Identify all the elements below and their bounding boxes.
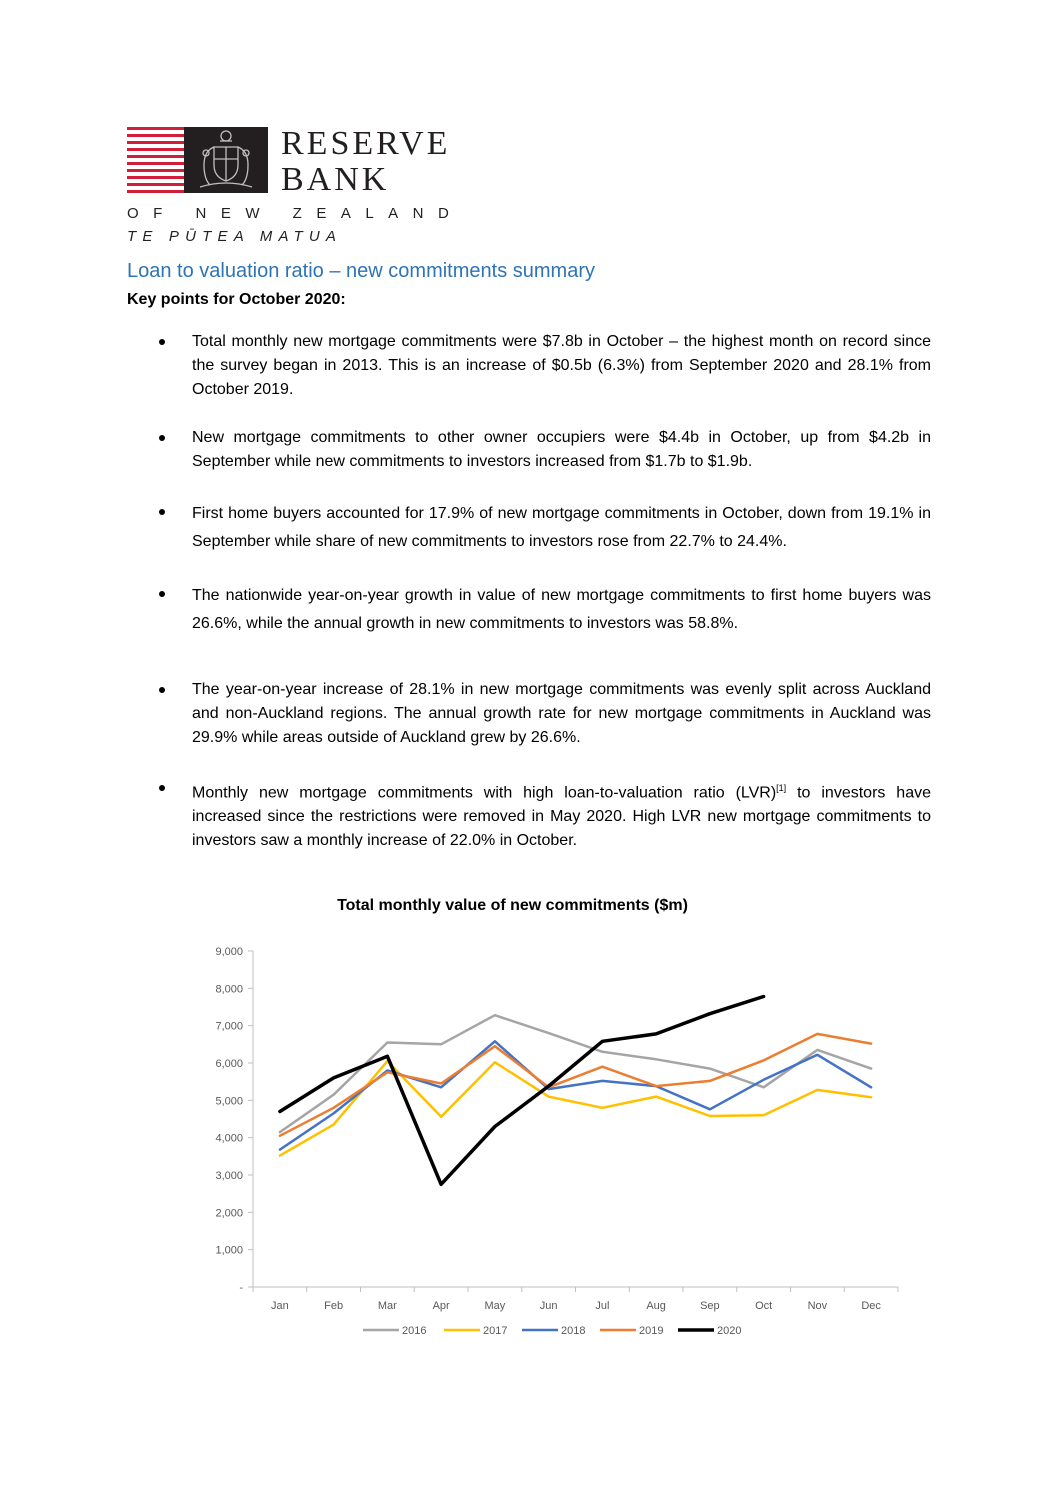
y-tick-label: 8,000: [215, 983, 243, 996]
x-axis: [253, 1287, 898, 1312]
legend-label: 2019: [639, 1325, 664, 1337]
bullet-text-part: Monthly new mortgage commitments with high loan-to-valuation ratio (LVR): [192, 784, 777, 802]
chart-title: Total monthly value of new commitments ($m): [337, 897, 688, 914]
x-tick-label: Feb: [324, 1300, 344, 1312]
bullet-text: The year-on-year increase of 28.1% in new mortgage commitments was evenly split across Auckland and non-Auckland regions. The annual growth rate for new mortgage commitments in Auckland was 29.9% while areas outside of Auckland grew by 26.6%.: [192, 681, 931, 746]
y-tick-label: 7,000: [215, 1020, 243, 1033]
rbnz-logo: [127, 127, 467, 247]
x-tick-label: Mar: [377, 1300, 397, 1312]
y-tick-label: 3,000: [215, 1170, 243, 1182]
logo-line-maori: TE PŪTEA MATUA: [127, 228, 343, 245]
legend-label: 2020: [717, 1325, 742, 1337]
footnote-ref-link[interactable]: [1]: [776, 783, 787, 793]
x-tick-label: Jan: [271, 1300, 289, 1312]
line-chart: [0, 930, 1058, 1350]
x-tick-label: Jul: [595, 1300, 610, 1312]
y-tick-label: 2,000: [215, 1207, 243, 1220]
x-tick-label: Nov: [807, 1300, 828, 1312]
list-item: [127, 678, 932, 750]
list-item: [127, 426, 932, 474]
bullet-icon: [159, 591, 165, 597]
legend-label: 2016: [402, 1325, 427, 1337]
series-line-2018: [280, 1041, 871, 1149]
page-title: Loan to valuation ratio – new commitments summary: [127, 260, 595, 282]
bullet-text: Total monthly new mortgage commitments were $7.8b in October – the highest month on record since the survey began in 2013. This is an increase of $0.5b (6.3%) from September 2020 and 28.1% from October 2019.: [192, 333, 931, 398]
y-tick-label: 6,000: [215, 1058, 243, 1070]
x-tick-label: Oct: [755, 1300, 773, 1312]
x-tick-label: Aug: [646, 1300, 666, 1312]
series-lines: [280, 997, 871, 1185]
y-tick-label: -: [239, 1282, 243, 1294]
x-tick-label: Dec: [861, 1300, 881, 1312]
bullet-text-part: to investors have increased since the restrictions were removed in May 2020. High LVR new mortgage commitments to investors saw a monthly increase of 22.0% in October.: [192, 784, 932, 850]
y-tick-label: 9,000: [215, 946, 243, 958]
list-item: [127, 582, 932, 638]
x-tick-label: Jun: [539, 1300, 558, 1312]
logo-line-nz: OF NEW ZEALAND: [127, 205, 464, 222]
list-item: [127, 776, 932, 853]
bullet-icon: [159, 435, 165, 441]
coat-of-arms-icon: [184, 127, 268, 193]
y-axis: [215, 946, 253, 1294]
bullet-icon: [159, 785, 165, 791]
bullet-text: The nationwide year-on-year growth in value of new mortgage commitments to first home buyers was 26.6%, while the annual growth in new commitments to investors was 58.8%.: [192, 587, 931, 632]
key-points-heading: Key points for October 2020:: [127, 291, 346, 308]
legend-label: 2017: [483, 1325, 508, 1337]
bullet-text: First home buyers accounted for 17.9% of new mortgage commitments in October, down from 19.1% in September while share of new commitments to investors rose from 22.7% to 24.4%.: [192, 505, 931, 550]
list-item: [127, 330, 932, 402]
bullet-text: [192, 776, 931, 853]
y-tick-label: 4,000: [215, 1132, 243, 1145]
bullet-text: New mortgage commitments to other owner occupiers were $4.4b in October, up from $4.2b in September while new commitments to investors increased from $1.7b to $1.9b.: [192, 429, 931, 470]
bullet-icon: [159, 339, 165, 345]
x-tick-label: Apr: [432, 1300, 450, 1312]
x-tick-label: May: [484, 1300, 506, 1312]
legend-label: 2018: [561, 1325, 586, 1337]
bullet-icon: [159, 687, 165, 693]
logo-stripes: [127, 127, 184, 193]
bullet-icon: [159, 509, 165, 515]
series-line-2016: [280, 1015, 871, 1132]
list-item: [127, 500, 932, 556]
x-tick-label: Sep: [700, 1300, 720, 1312]
chart-legend: [363, 1325, 741, 1337]
logo-word-reserve: RESERVE: [281, 125, 451, 162]
y-tick-label: 5,000: [215, 1095, 243, 1108]
y-tick-label: 1,000: [215, 1244, 243, 1257]
logo-word-bank: BANK: [281, 161, 390, 198]
